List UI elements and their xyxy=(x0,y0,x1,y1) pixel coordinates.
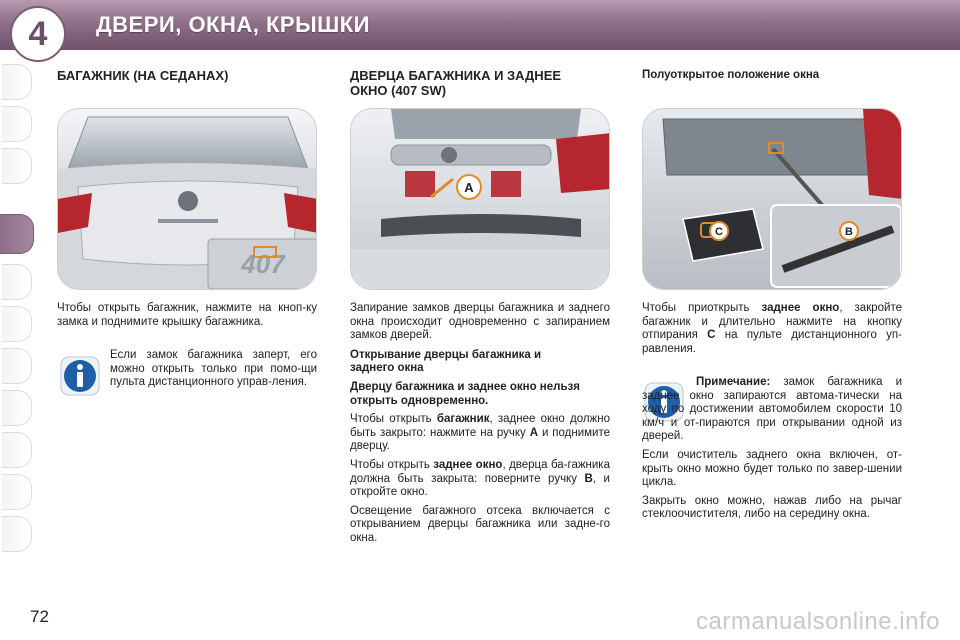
sw-lighting-text: Освещение багажного отсека включается с открыванием дверцы багажника или задне-го окна. xyxy=(350,504,610,544)
auto-lock-note: Примечание: замок багажника и заднее окно запираются автома-тически на ходу по достижении автомобилем скорости 10 км/ч и от-пираются при открывании одной из дверей. xyxy=(642,376,902,443)
model-badge-407: 407 xyxy=(241,249,285,279)
sw-subheading-line1: Открывание дверцы багажника и xyxy=(350,348,542,361)
half-open-instructions: Чтобы приоткрыть заднее окно, закройте багажник и длительно нажмите на кнопку отпирания C на пульте дистанционного уп-равления. xyxy=(642,302,902,355)
info-icon xyxy=(60,356,100,396)
chapter-tab-6[interactable] xyxy=(2,306,32,342)
chapter-tab-11[interactable] xyxy=(2,516,32,552)
chapter-header xyxy=(0,0,960,53)
chapter-tab-1[interactable] xyxy=(2,64,32,100)
sw-text-block xyxy=(350,302,610,551)
label-b: B xyxy=(845,226,853,238)
label-a: A xyxy=(464,180,474,195)
sw-warning-line2: открыть одновременно. xyxy=(350,394,489,407)
sedan-trunk-photo xyxy=(57,108,317,290)
sw-tailgate-heading xyxy=(350,68,561,98)
half-open-illustration xyxy=(643,109,902,290)
sw-tailgate-photo xyxy=(350,108,610,290)
sw-subheading-line2: заднего окна xyxy=(350,362,424,375)
half-open-text xyxy=(642,302,902,361)
sedan-trunk-text: Чтобы открыть багажник, нажмите на кноп-ку замка и поднимите крышку багажника. xyxy=(57,302,317,328)
chapter-tab-3[interactable] xyxy=(2,148,32,184)
sw-locking-text: Запирание замков дверцы багажника и заднего окна происходит одновременно с запиранием замков дверей. xyxy=(350,302,610,342)
sedan-trunk-heading: БАГАЖНИК (НА СЕДАНАХ) xyxy=(57,68,229,83)
half-open-photo xyxy=(642,108,902,290)
chapter-number: 4 xyxy=(28,15,48,53)
label-c: C xyxy=(715,226,723,238)
chapter-tab-4-active[interactable] xyxy=(0,214,34,254)
sw-open-tailgate-text: Чтобы открыть багажник, заднее окно должно быть закрыто: нажмите на ручку A и поднимите дверцу. xyxy=(350,413,610,453)
sw-heading-line2: ОКНО (407 SW) xyxy=(350,83,447,98)
sedan-trunk-illustration xyxy=(58,109,317,290)
chapter-tab-10[interactable] xyxy=(2,474,32,510)
sw-tailgate-illustration xyxy=(351,109,610,290)
wiper-note: Если очиститель заднего окна включен, от-крыть окно можно будет только по завер-шении цикла. xyxy=(642,448,902,489)
sw-warning-line1: Дверцу багажника и заднее окно нельзя xyxy=(350,380,580,393)
sw-heading-line1: ДВЕРЦА БАГАЖНИКА И ЗАДНЕЕ xyxy=(350,68,562,83)
sedan-info-text: Если замок багажника заперт, его можно открыть только при помо-щи пульта дистанционного управ-ления. xyxy=(110,349,317,389)
chapter-tabs xyxy=(0,64,34,576)
chapter-tab-5[interactable] xyxy=(2,264,32,300)
chapter-number-badge xyxy=(10,6,66,62)
half-open-heading: Полуоткрытое положение окна xyxy=(642,69,820,81)
half-open-notes xyxy=(642,376,902,527)
chapter-title: ДВЕРИ, ОКНА, КРЫШКИ xyxy=(96,12,370,37)
sw-warning xyxy=(350,381,610,408)
sw-opening-subheading xyxy=(350,349,610,376)
close-window-note: Закрыть окно можно, нажав либо на рычаг стеклоочистителя, либо на середину окна. xyxy=(642,494,902,521)
chapter-tab-2[interactable] xyxy=(2,106,32,142)
watermark: carmanualsonline.info xyxy=(696,608,940,635)
chapter-tab-7[interactable] xyxy=(2,348,32,384)
page-number: 72 xyxy=(30,607,49,626)
chapter-tab-9[interactable] xyxy=(2,432,32,468)
chapter-tab-8[interactable] xyxy=(2,390,32,426)
sw-open-window-text: Чтобы открыть заднее окно, дверца ба-гажника должна быть закрыта: поверните ручку B, и откройте окно. xyxy=(350,458,610,499)
